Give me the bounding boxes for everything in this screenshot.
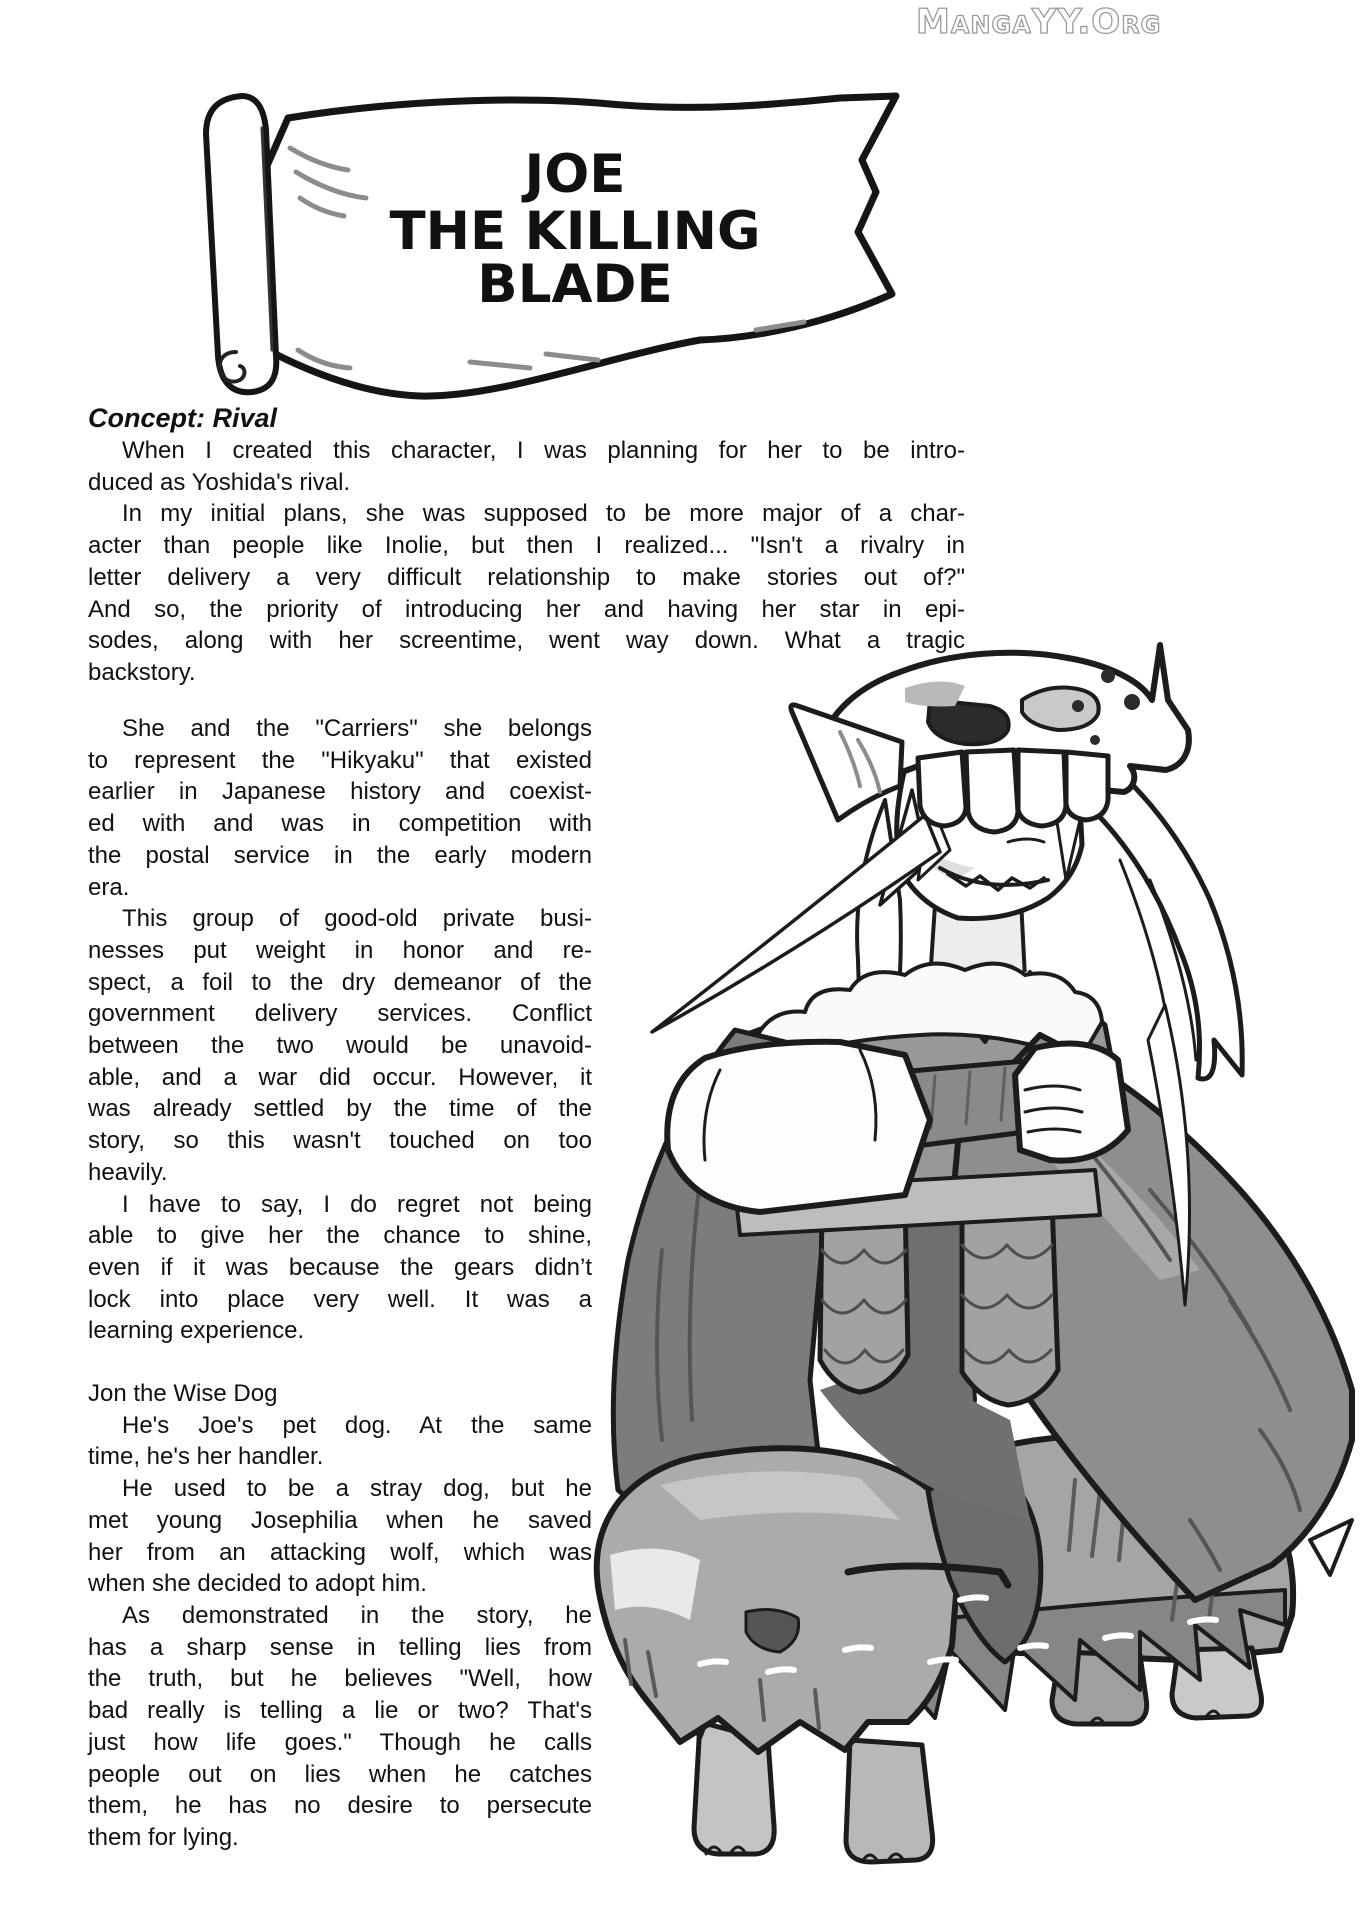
text-line: duced as Yoshida's rival. xyxy=(88,468,351,496)
column-paragraphs xyxy=(88,713,592,1347)
text-line: has a sharp sense in telling lies from xyxy=(88,1633,592,1661)
text-line: the postal service in the early modern xyxy=(88,841,592,869)
text-line: time, he's her handler. xyxy=(88,1443,324,1471)
text-line: nesses put weight in honor and re- xyxy=(88,936,592,964)
paragraph xyxy=(88,903,592,1188)
text-line: the truth, but he believes "Well, how xyxy=(88,1665,592,1693)
text-line: acter than people like Inolie, but then I realized... "Isn't a rivalry in xyxy=(88,532,965,560)
jon-heading: Jon the Wise Dog xyxy=(88,1380,278,1408)
text-line: He's Joe's pet dog. At the same xyxy=(122,1411,592,1439)
paragraph xyxy=(88,713,592,903)
text-line: bad really is telling a lie or two? That's xyxy=(88,1697,592,1725)
paragraph xyxy=(88,1473,592,1600)
banner-title-line: THE KILLING xyxy=(389,201,761,262)
banner-title-line: JOE xyxy=(524,144,626,205)
paragraph xyxy=(88,1189,592,1348)
section-heading: Concept: Rival xyxy=(88,403,278,433)
text-line: He used to be a stray dog, but he xyxy=(122,1475,592,1503)
text-line: letter delivery a very difficult relationship to make stories out of?" xyxy=(88,563,965,591)
text-line: between the two would be unavoid- xyxy=(88,1032,592,1060)
text-line: people out on lies when he catches xyxy=(88,1760,592,1788)
text-line: was already settled by the time of the xyxy=(88,1095,592,1123)
text-line: This group of good-old private busi- xyxy=(122,905,592,933)
text-line: able to give her the chance to shine, xyxy=(88,1222,592,1250)
paragraph xyxy=(88,1600,592,1854)
text-line: spect, a foil to the dry demeanor of the xyxy=(88,968,592,996)
text-line: lock into place very well. It was a xyxy=(88,1285,592,1313)
text-line: sodes, along with her screentime, went way down. What a tragic xyxy=(88,627,965,655)
text-line: And so, the priority of introducing her and having her star in epi- xyxy=(88,595,965,623)
paragraph xyxy=(88,1410,592,1473)
site-watermark: MangaYY.Org xyxy=(916,2,1162,42)
text-line: story, so this wasn't touched on too xyxy=(88,1127,592,1155)
text-line: ed with and was in competition with xyxy=(88,810,592,838)
text-line: met young Josephilia when he saved xyxy=(88,1506,592,1534)
jon-paragraphs xyxy=(88,1410,592,1854)
text-line: She and the "Carriers" she belongs xyxy=(122,715,592,742)
left-text-column xyxy=(88,713,592,1854)
text-line: heavily. xyxy=(88,1158,168,1186)
banner-title-line: BLADE xyxy=(477,254,673,315)
arms-graphic xyxy=(667,1042,1128,1235)
text-line: when she decided to adopt him. xyxy=(88,1570,427,1598)
joe-and-jon-drawing xyxy=(560,545,1362,1920)
text-line: earlier in Japanese history and coexist- xyxy=(88,778,592,806)
text-line: backstory. xyxy=(88,658,196,686)
title-banner xyxy=(180,80,920,410)
text-line: them, he has no desire to persecute xyxy=(88,1792,592,1820)
text-line: era. xyxy=(88,873,130,901)
text-line: able, and a war did occur. However, it xyxy=(88,1063,592,1091)
text-line: even if it was because the gears didn’t xyxy=(88,1253,592,1281)
paragraph xyxy=(88,435,965,498)
text-line: just how life goes." Though he calls xyxy=(88,1728,592,1756)
character-illustration xyxy=(560,545,1362,1920)
text-line: As demonstrated in the story, he xyxy=(122,1601,592,1629)
text-line: learning experience. xyxy=(88,1317,305,1345)
text-line: government delivery services. Conflict xyxy=(88,1000,592,1028)
text-line: When I created this character, I was planning for her to be intro- xyxy=(122,437,965,464)
text-line: I have to say, I do regret not being xyxy=(122,1190,592,1218)
text-line: them for lying. xyxy=(88,1823,239,1851)
text-line: her from an attacking wolf, which was xyxy=(88,1538,592,1566)
text-line: In my initial plans, she was supposed to be more major of a char- xyxy=(122,500,965,528)
text-line: to represent the "Hikyaku" that existed xyxy=(88,746,592,774)
scroll-banner-graphic xyxy=(180,80,920,410)
